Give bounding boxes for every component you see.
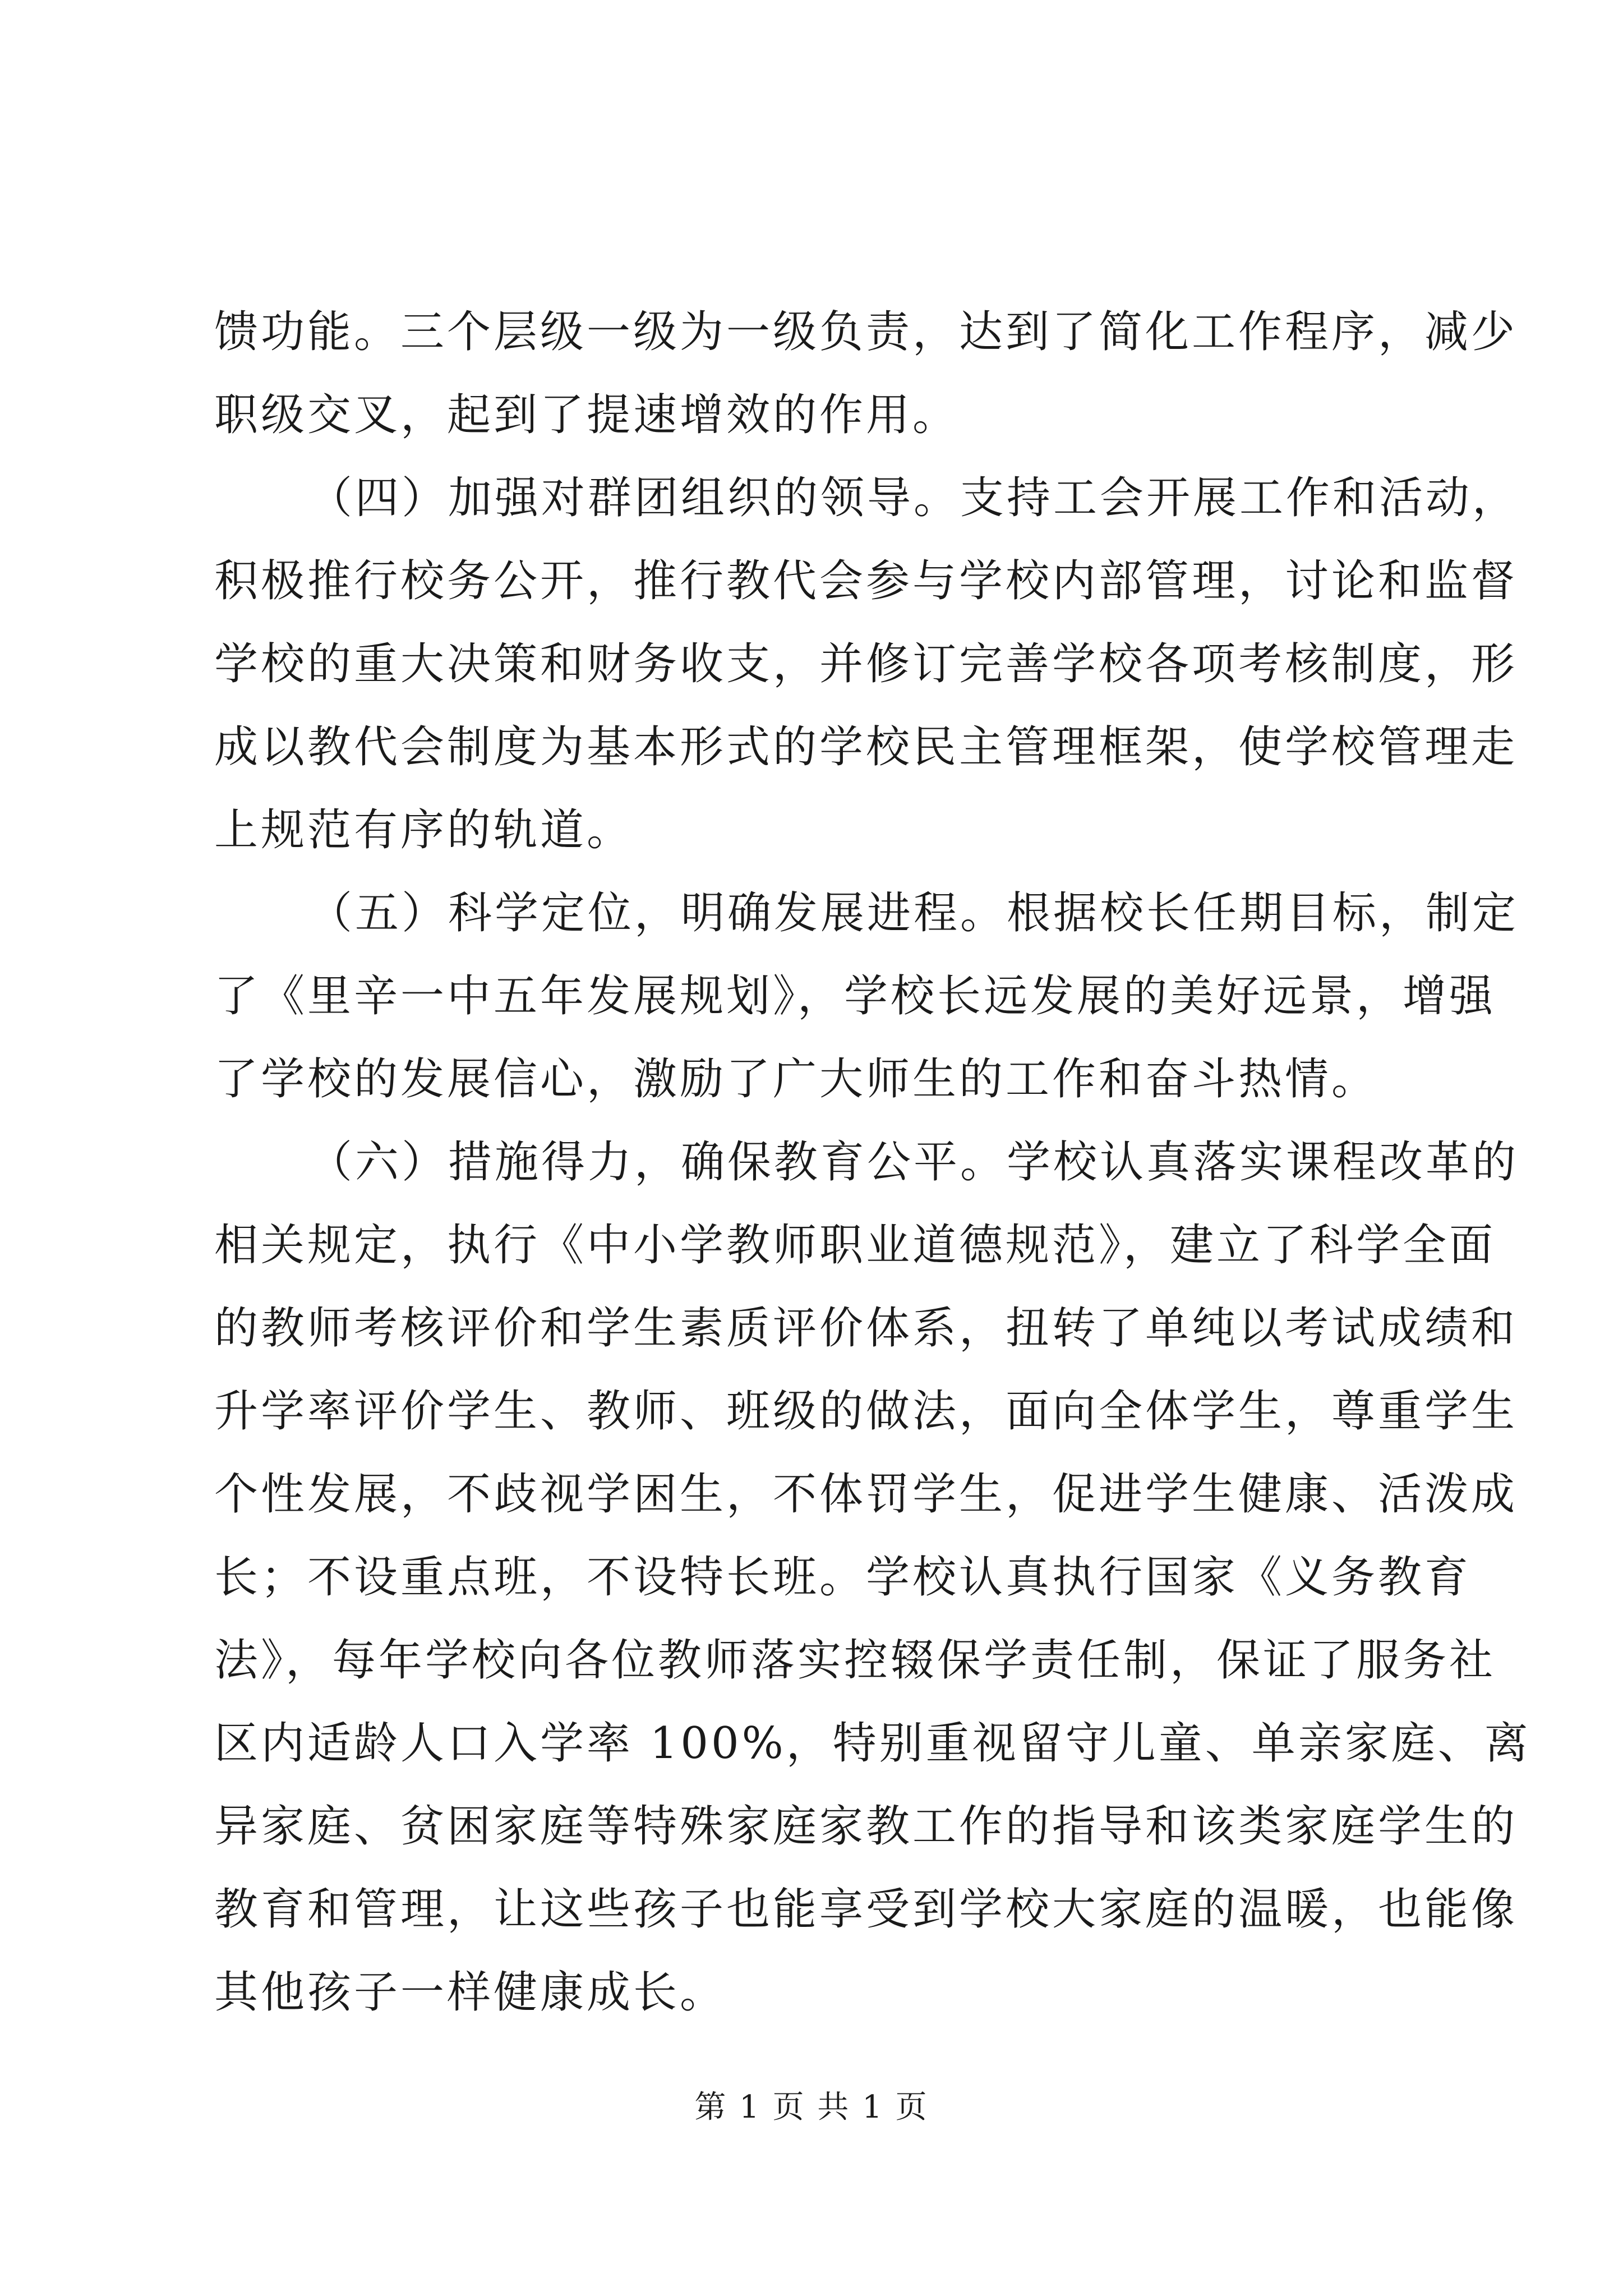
text-line: 了学校的发展信心，激励了广大师生的工作和奋斗热情。	[214, 1054, 1378, 1105]
text-line: （五）科学定位，明确发展进程。根据校长任期目标，制定	[308, 888, 1519, 938]
text-line: 长；不设重点班，不设特长班。学校认真执行国家《义务教育	[214, 1552, 1472, 1603]
document-body	[214, 291, 1531, 2034]
text-line: 馈功能。三个层级一级为一级负责，达到了简化工作程序，减少	[214, 307, 1518, 357]
text-line: （六）措施得力，确保教育公平。学校认真落实课程改革的	[308, 1137, 1519, 1188]
paragraph-education-equity	[214, 1121, 1531, 2034]
text-line: 教育和管理，让这些孩子也能享受到学校大家庭的温暖，也能像	[214, 1884, 1518, 1935]
text-line: 相关规定，执行《中小学教师职业道德规范》，建立了科学全面	[214, 1220, 1496, 1271]
text-line: 其他孩子一样健康成长。	[214, 1967, 727, 2018]
paragraph-development-plan	[214, 872, 1519, 1121]
page-footer: 第 1 页 共 1 页	[694, 2089, 929, 2125]
text-line: （四）加强对群团组织的领导。支持工会开展工作和活动，	[308, 473, 1519, 523]
text-line: 了《里辛一中五年发展规划》，学校长远发展的美好远景，增强	[214, 971, 1496, 1022]
paragraph-mass-organizations	[214, 457, 1519, 872]
text-line: 上规范有序的轨道。	[214, 805, 634, 855]
text-line: 区内适龄人口入学率 100%，特别重视留守儿童、单亲家庭、离	[214, 1718, 1531, 1769]
paragraph-continuation	[214, 291, 1518, 457]
text-line: 异家庭、贫困家庭等特殊家庭家教工作的指导和该类家庭学生的	[214, 1801, 1518, 1852]
text-line: 法》，每年学校向各位教师落实控辍保学责任制，保证了服务社	[214, 1635, 1496, 1686]
text-line: 积极推行校务公开，推行教代会参与学校内部管理，讨论和监督	[214, 556, 1518, 606]
text-line: 升学率评价学生、教师、班级的做法，面向全体学生，尊重学生	[214, 1386, 1518, 1437]
text-line: 的教师考核评价和学生素质评价体系，扭转了单纯以考试成绩和	[214, 1303, 1518, 1354]
text-line: 成以教代会制度为基本形式的学校民主管理框架，使学校管理走	[214, 722, 1518, 772]
text-line: 学校的重大决策和财务收支，并修订完善学校各项考核制度，形	[214, 639, 1518, 689]
text-line: 职级交叉，起到了提速增效的作用。	[214, 390, 960, 440]
text-line: 个性发展，不歧视学困生，不体罚学生，促进学生健康、活泼成	[214, 1469, 1518, 1520]
